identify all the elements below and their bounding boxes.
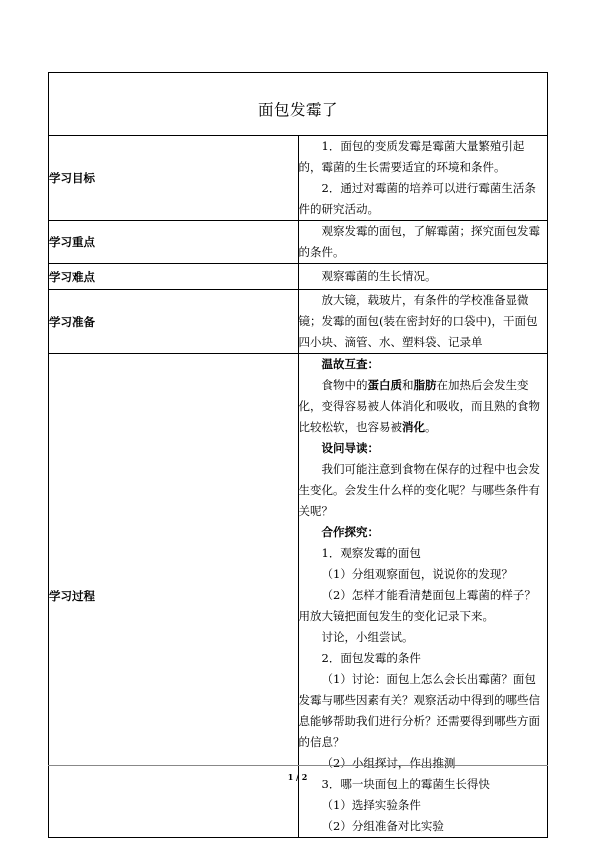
- title-row: [49, 73, 548, 136]
- title-cell: [49, 73, 548, 136]
- guide-heading: 设问导读：: [321, 441, 379, 455]
- explore-heading: 合作探究：: [321, 525, 379, 539]
- goals-row: [49, 136, 548, 221]
- review-prefix: 食物中的: [321, 378, 368, 392]
- goal-item: 1．面包的变质发霉是霉菌大量繁殖引起的，霉菌的生长需要适宜的环境和条件。: [298, 139, 525, 174]
- focus-label: 学习重点: [49, 221, 299, 264]
- difficulty-content: [298, 264, 548, 290]
- page-number: 1 / 2: [287, 772, 308, 782]
- review-heading: 温故互查：: [321, 357, 379, 371]
- page-title: 面包发霉了: [257, 101, 338, 119]
- review-fat: 脂肪: [413, 378, 437, 392]
- review-and: 和: [402, 378, 414, 392]
- preparation-text: 放大镜，载玻片，有条件的学校准备显微镜；发霉的面包(装在密封好的口袋中)，干面包四小块、滴管、水、塑料袋、记录单: [298, 293, 538, 349]
- explore-line: 3．哪一块面包上的霉菌生长得快: [321, 777, 490, 791]
- preparation-label: 学习准备: [49, 290, 299, 354]
- explore-line: （1）分组观察面包，说说你的发现？: [321, 567, 513, 581]
- difficulty-row: [49, 264, 548, 290]
- explore-line: （2）怎样才能看清楚面包上霉菌的样子？用放大镜把面包发生的变化记录下来。: [298, 588, 536, 623]
- focus-row: [49, 221, 548, 264]
- review-mid: 在加热后会发生变化，变得容易被人体消化和吸收，而且熟的食物比较松软，也容易被: [298, 378, 540, 434]
- explore-line: （2）分组准备对比实验: [321, 819, 444, 833]
- explore-line: 2．面包发霉的条件: [321, 651, 421, 665]
- difficulty-label: 学习难点: [49, 264, 299, 290]
- focus-content: [298, 221, 548, 264]
- explore-line: （1）讨论：面包上怎么会长出霉菌？面包发霉与哪些因素有关？观察活动中得到的哪些信息能够帮助我们进行分析？还需要得到哪些方面的信息？: [298, 672, 540, 749]
- process-label: 学习过程: [49, 354, 299, 838]
- explore-line: （1）选择实验条件: [321, 798, 421, 812]
- difficulty-text: 观察霉菌的生长情况。: [321, 269, 437, 283]
- focus-text: 观察发霉的面包，了解霉菌；探究面包发霉的条件。: [298, 224, 540, 259]
- lesson-plan-table: [48, 72, 548, 838]
- footer-divider: [48, 765, 548, 766]
- preparation-row: [49, 290, 548, 354]
- review-end: 。: [425, 420, 437, 434]
- explore-line: 1．观察发霉的面包: [321, 546, 421, 560]
- goal-item: 2．通过对霉菌的培养可以进行霉菌生活条件的研究活动。: [298, 181, 536, 216]
- review-text: [299, 375, 548, 438]
- goals-content: [298, 136, 548, 221]
- review-protein: 蛋白质: [367, 378, 402, 392]
- explore-line: 讨论，小组尝试。: [321, 630, 414, 644]
- guide-text: 我们可能注意到食物在保存的过程中也会发生变化。会发生什么样的变化呢？与哪些条件有关呢？: [298, 462, 540, 518]
- review-digest: 消化: [402, 420, 425, 434]
- explore-line: （2）小组探讨，作出推测: [321, 756, 456, 770]
- goals-label: 学习目标: [49, 136, 299, 221]
- preparation-content: [298, 290, 548, 354]
